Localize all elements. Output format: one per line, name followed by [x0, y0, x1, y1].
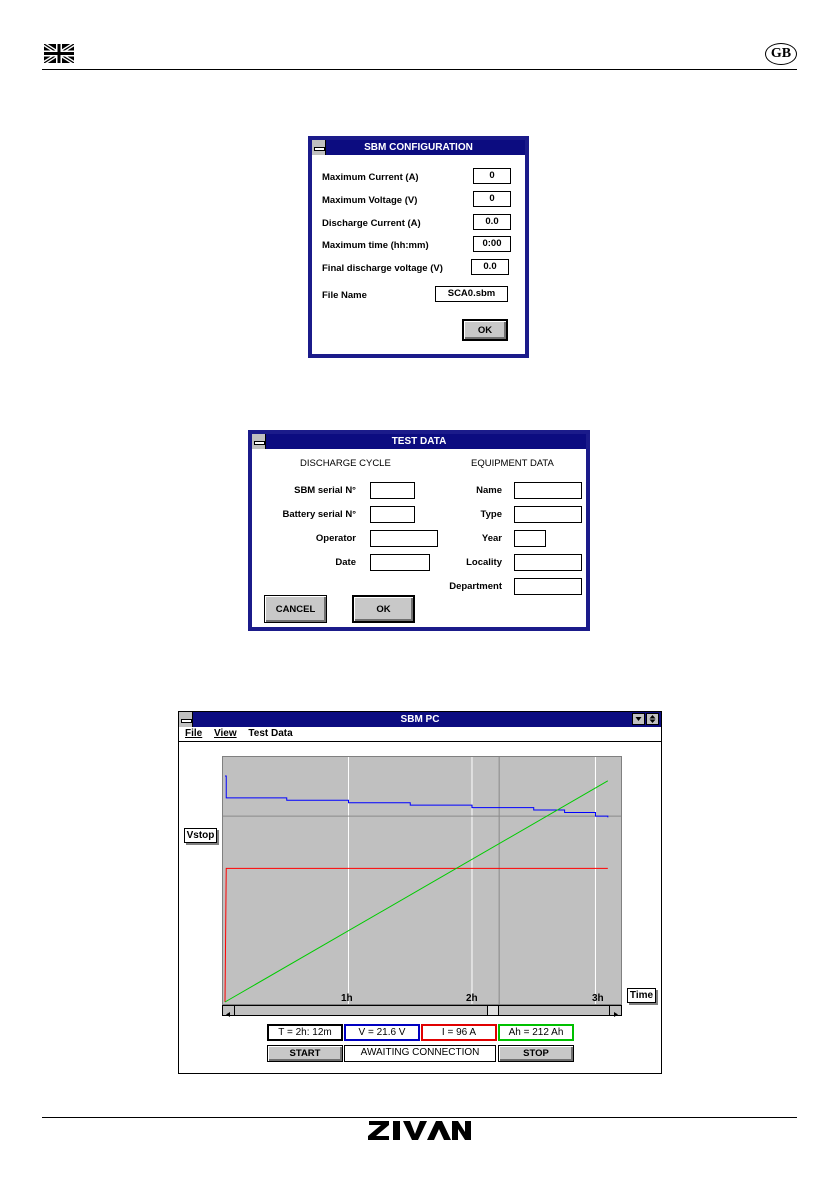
config-ok-button[interactable]: OK: [462, 319, 508, 341]
config-field-discharge-current[interactable]: 0.0: [473, 214, 511, 230]
x-tick-label: 3h: [592, 993, 604, 1004]
field-name[interactable]: [514, 482, 582, 499]
time-button[interactable]: Time: [627, 988, 656, 1003]
start-button[interactable]: START: [267, 1045, 343, 1062]
config-label-discharge-current: Discharge Current (A): [322, 218, 421, 229]
horizontal-scrollbar[interactable]: [222, 1005, 622, 1016]
sbm-pc-title: SBM PC: [400, 714, 440, 725]
label-operator: Operator: [315, 533, 356, 544]
config-label-file-name: File Name: [322, 290, 367, 301]
x-tick-label: 2h: [466, 993, 478, 1004]
config-field-final-voltage[interactable]: 0.0: [471, 259, 509, 275]
field-type[interactable]: [514, 506, 582, 523]
current-series-line: [225, 868, 608, 1002]
connection-status: AWAITING CONNECTION: [344, 1045, 496, 1062]
scroll-left-icon[interactable]: [223, 1006, 235, 1015]
menu-test-data[interactable]: Test Data: [248, 728, 293, 739]
config-field-max-time[interactable]: 0:00: [473, 236, 511, 252]
field-date[interactable]: [370, 554, 430, 571]
sbm-pc-titlebar: [179, 712, 661, 727]
voltage-readout: V = 21.6 V: [344, 1024, 420, 1041]
scroll-right-icon[interactable]: [609, 1006, 621, 1015]
equipment-data-heading: EQUIPMENT DATA: [471, 458, 554, 469]
label-date: Date: [335, 557, 356, 568]
config-titlebar: [312, 140, 525, 155]
test-data-titlebar: [252, 434, 586, 449]
config-field-file-name[interactable]: SCA0.sbm: [435, 286, 508, 302]
menu-separator: [179, 741, 661, 742]
label-name: Name: [476, 485, 502, 496]
label-sbm-serial: SBM serial N°: [294, 485, 356, 496]
system-menu-icon[interactable]: [252, 434, 266, 449]
config-dialog: [308, 136, 529, 358]
config-field-max-voltage[interactable]: 0: [473, 191, 511, 207]
menu-view[interactable]: View: [214, 728, 237, 739]
config-title: SBM CONFIGURATION: [364, 142, 473, 153]
system-menu-icon[interactable]: [312, 140, 326, 155]
discharge-chart: [223, 757, 621, 1004]
config-label-max-current: Maximum Current (A): [322, 172, 419, 183]
field-year[interactable]: [514, 530, 546, 547]
field-sbm-serial[interactable]: [370, 482, 415, 499]
voltage-series-line: [225, 776, 608, 817]
stop-button[interactable]: STOP: [498, 1045, 574, 1062]
charge-series-line: [225, 781, 608, 1002]
field-department[interactable]: [514, 578, 582, 595]
charge-readout: Ah = 212 Ah: [498, 1024, 574, 1041]
header-rule: [42, 69, 797, 70]
gb-badge: GB: [765, 43, 797, 65]
test-data-title: TEST DATA: [391, 436, 447, 447]
uk-flag-icon: [44, 44, 74, 63]
sbm-pc-window: [178, 711, 662, 1074]
label-year: Year: [481, 533, 502, 544]
test-data-dialog: [248, 430, 590, 631]
discharge-cycle-heading: DISCHARGE CYCLE: [300, 458, 391, 469]
footer-rule: [42, 1117, 797, 1118]
label-type: Type: [480, 509, 502, 520]
menu-file[interactable]: File: [185, 728, 203, 739]
label-battery-serial: Battery serial N°: [282, 509, 356, 520]
time-readout: T = 2h: 12m: [267, 1024, 343, 1041]
field-battery-serial[interactable]: [370, 506, 415, 523]
chart-plot-area: [222, 756, 622, 1005]
config-field-max-current[interactable]: 0: [473, 168, 511, 184]
field-operator[interactable]: [370, 530, 438, 547]
config-label-max-time: Maximum time (hh:mm): [322, 240, 429, 251]
current-readout: I = 96 A: [421, 1024, 497, 1041]
field-locality[interactable]: [514, 554, 582, 571]
label-locality: Locality: [466, 557, 502, 568]
menu-bar: [185, 728, 302, 739]
label-department: Department: [449, 581, 502, 592]
config-label-max-voltage: Maximum Voltage (V): [322, 195, 418, 206]
scroll-thumb[interactable]: [487, 1006, 499, 1015]
system-menu-icon[interactable]: [179, 712, 193, 727]
minimize-icon[interactable]: [632, 713, 645, 725]
x-tick-label: 1h: [341, 993, 353, 1004]
vstop-button[interactable]: Vstop: [184, 828, 217, 843]
test-data-ok-button[interactable]: OK: [352, 595, 415, 623]
cancel-button[interactable]: CANCEL: [264, 595, 327, 623]
config-label-final-voltage: Final discharge voltage (V): [322, 263, 443, 274]
zivan-logo: [367, 1120, 472, 1141]
maximize-icon[interactable]: [646, 713, 659, 725]
